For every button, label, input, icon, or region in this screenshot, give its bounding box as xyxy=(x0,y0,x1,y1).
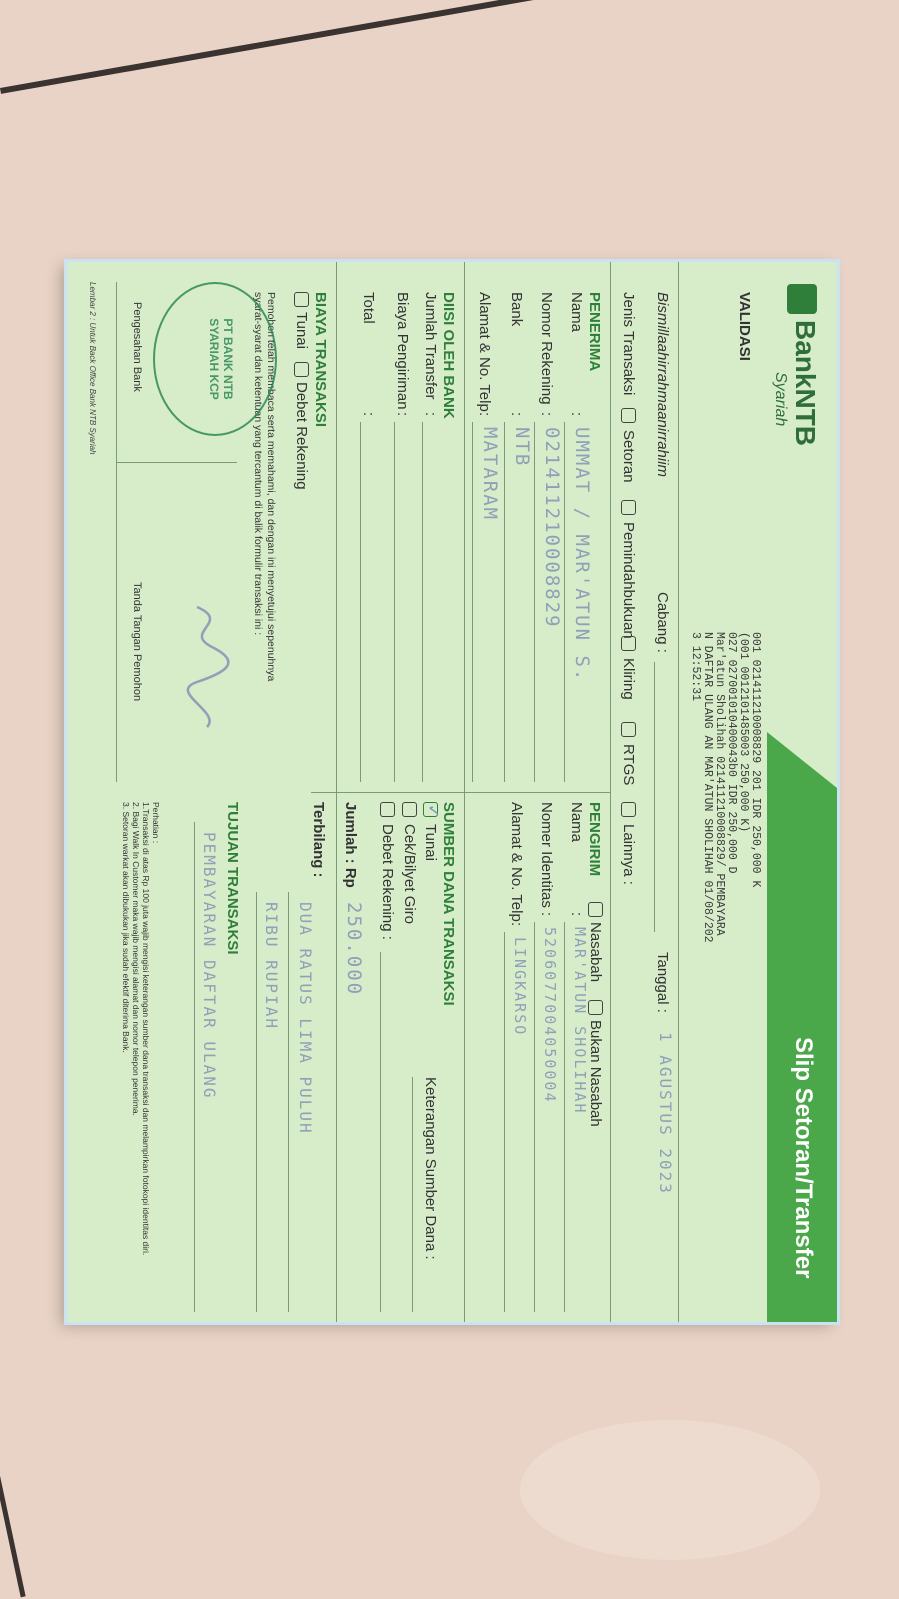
colon: : xyxy=(568,412,585,417)
pengesahan-label: Pengesahan Bank xyxy=(131,302,143,392)
pengirim-title: PENGIRIM xyxy=(586,802,603,877)
biaya-debet-checkbox[interactable] xyxy=(294,362,309,377)
penerima-nama-value[interactable]: UMMAT / MAR'ATUN S. xyxy=(571,427,593,683)
debet-rekening-label: Debet Rekening : xyxy=(379,824,396,940)
box-divider xyxy=(117,462,237,463)
colon: : xyxy=(508,922,525,927)
biaya-debet-label: Debet Rekening xyxy=(293,382,310,490)
sumber-dana-title: SUMBER DANA TRANSAKSI xyxy=(440,802,457,1006)
field-line xyxy=(360,422,361,782)
sumber-tunai-label: Tunai xyxy=(422,824,439,861)
validation-line: 3 12:52:31 xyxy=(689,632,702,702)
field-line xyxy=(394,422,395,782)
lembar-note: Lembar 2 : Untuk Back Office Bank NTB Syariah xyxy=(88,282,97,455)
bank-logo-text: BankNTB xyxy=(790,320,821,447)
lainnya-label: Lainnya : xyxy=(620,824,637,885)
penerima-alamat-value[interactable]: MATARAM xyxy=(479,427,501,522)
field-line xyxy=(472,422,473,782)
field-line xyxy=(534,922,535,1312)
cabang-line xyxy=(654,662,655,932)
validasi-label: VALIDASI xyxy=(736,292,753,361)
divider xyxy=(336,262,337,1322)
total-label: Total xyxy=(360,292,377,324)
colon: : xyxy=(422,412,439,417)
terbilang-line1[interactable]: DUA RATUS LIMA PULUH xyxy=(296,902,315,1135)
nasabah-label: Nasabah xyxy=(587,922,604,983)
penerima-nama-label: Nama xyxy=(568,292,585,333)
bank-logo-icon xyxy=(787,284,817,314)
tujuan-transaksi-value[interactable]: PEMBAYARAN DAFTAR ULANG xyxy=(200,832,219,1100)
validation-line: 001 021411210008829 201 IDR 250,000 K xyxy=(749,632,762,888)
cek-giro-label: Cek/Bilyet Giro xyxy=(401,824,418,925)
bank-stamp xyxy=(153,282,277,436)
rtgs-label: RTGS xyxy=(620,744,637,786)
penerima-title: PENERIMA xyxy=(586,292,603,372)
biaya-transaksi-title: BIAYA TRANSAKSI xyxy=(312,292,329,428)
colon: : xyxy=(360,412,377,417)
validation-line: N DAFTAR ULANG AN MAR'ATUN SHOLIHAH 01/08/202 xyxy=(701,632,714,943)
transfer-slip xyxy=(67,262,837,1322)
penerima-rekening-value[interactable]: 021411210008829 xyxy=(541,427,563,629)
ttd-label: Tanda Tangan Pemohon xyxy=(131,582,143,702)
validation-line: (001 0012101485003 250,000 K) xyxy=(737,632,750,833)
signature-mark xyxy=(177,602,237,732)
stamp-text: PT BANK NTB SYARIAH KCP xyxy=(207,318,235,400)
tanggal-value[interactable]: 1 AGUSTUS 2023 xyxy=(656,1032,675,1195)
field-line xyxy=(534,422,535,782)
penerima-alamat-label: Alamat & No. Telp xyxy=(476,292,493,412)
jumlah-label: Jumlah : Rp xyxy=(342,802,359,888)
penerima-bank-value[interactable]: NTB xyxy=(511,427,533,468)
kliring-label: Kliring xyxy=(620,658,637,700)
bukan-nasabah-label: Bukan Nasabah xyxy=(587,1020,604,1127)
colon: : xyxy=(508,412,525,417)
jumlah-value[interactable]: 250.000 xyxy=(343,902,365,997)
validation-print xyxy=(689,632,761,943)
perhatian-item: 3. Setoran warkat akan dibukukan jika sudah efektif diterima Bank. xyxy=(121,802,131,1053)
lainnya-checkbox[interactable] xyxy=(621,802,636,817)
validation-line: Mar'atun Sholihah 021411210008829/ PEMBAYARA xyxy=(713,632,726,936)
keterangan-sumber-label: Keterangan Sumber Dana : xyxy=(422,1077,439,1260)
slip-title: Slip Setoran/Transfer xyxy=(790,1037,817,1279)
divider xyxy=(464,262,465,1322)
cabang-label: Cabang : xyxy=(654,592,671,653)
diisi-oleh-bank-title: DIISI OLEH BANK xyxy=(440,292,457,419)
terbilang-label: Terbilang : xyxy=(310,802,327,878)
bukan-nasabah-checkbox[interactable] xyxy=(588,1000,603,1015)
tujuan-transaksi-title: TUJUAN TRANSAKSI xyxy=(224,802,241,955)
colon: : xyxy=(538,912,555,917)
pengirim-nama-value[interactable]: MAR'ATUN SHOLIHAH xyxy=(571,927,589,1115)
penerima-bank-label: Bank xyxy=(508,292,525,327)
bismillah-text: Bismillaahirrahmaanirrahiim xyxy=(654,292,671,478)
kliring-checkbox[interactable] xyxy=(621,636,636,651)
pernyataan-line: Pemohon telah membaca serta memahami, dan dengan ini menyetujui sepenuhnya xyxy=(265,292,277,682)
pemindahbukuan-label: Pemindahbukuan xyxy=(620,522,637,639)
field-line xyxy=(412,1077,413,1312)
bank-logo-subtitle: Syariah xyxy=(772,372,789,427)
rtgs-checkbox[interactable] xyxy=(621,722,636,737)
field-line xyxy=(564,422,565,782)
setoran-label: Setoran xyxy=(620,430,637,483)
tile-highlight xyxy=(520,1420,820,1560)
divider xyxy=(678,262,679,1322)
box-bottom xyxy=(116,282,117,782)
pengirim-identitas-label: Nomer Identitas xyxy=(538,802,555,908)
nasabah-checkbox[interactable] xyxy=(588,902,603,917)
tile-seam-left xyxy=(0,1402,26,1598)
field-line xyxy=(288,892,289,1312)
field-line xyxy=(256,892,257,1312)
jenis-transaksi-label: Jenis Transaksi xyxy=(620,292,637,396)
field-line xyxy=(194,822,195,1312)
check-mark-icon: ✓ xyxy=(424,804,441,818)
pemindahbukuan-checkbox[interactable] xyxy=(621,500,636,515)
colon: : xyxy=(538,412,555,417)
field-line xyxy=(422,422,423,782)
setoran-checkbox[interactable] xyxy=(621,408,636,423)
column-divider xyxy=(311,792,611,793)
debet-rekening-checkbox[interactable] xyxy=(380,802,395,817)
perhatian-item: 2. Bagi Walk In Customer maka wajib mengisi alamat dan nomor telepon penerima. xyxy=(131,802,141,1116)
colon: : xyxy=(476,412,493,417)
terbilang-line2[interactable]: RIBU RUPIAH xyxy=(262,902,281,1030)
colon: : xyxy=(568,912,585,917)
perhatian-notes xyxy=(121,802,161,1255)
biaya-tunai-checkbox[interactable] xyxy=(294,292,309,307)
pernyataan-line: syarat-syarat dan ketentuan yang tercantum di balik formulir transaksi ini : xyxy=(252,292,264,636)
field-line xyxy=(504,932,505,1312)
tile-seam-top xyxy=(0,0,553,94)
cek-giro-checkbox[interactable] xyxy=(402,802,417,817)
penerima-rekening-label: Nomor Rekening xyxy=(538,292,555,405)
field-line xyxy=(564,922,565,1312)
pengirim-nama-label: Nama xyxy=(568,802,585,843)
perhatian-item: 1.Transaksi di atas Rp 100 juta wajib mengisi keterangan sumber dana transaksi dan melampirkan fotokopi identitas diri. xyxy=(141,802,151,1256)
perhatian-title: Perhatian : xyxy=(151,802,161,844)
field-line xyxy=(504,422,505,782)
biaya-pengiriman-label: Biaya Pengiriman xyxy=(394,292,411,410)
pengirim-alamat-label: Alamat & No. Telp xyxy=(508,802,525,922)
colon: : xyxy=(394,412,411,417)
pengirim-identitas-value[interactable]: 5206077004050004 xyxy=(541,927,559,1104)
tanggal-label: Tanggal : xyxy=(654,952,671,1013)
validation-line: 027 027001010400043b0 IDR 250,000 D xyxy=(725,632,738,874)
pengirim-alamat-value[interactable]: LINGKARSO xyxy=(511,937,529,1037)
biaya-tunai-label: Tunai xyxy=(293,312,310,349)
field-line xyxy=(380,952,381,1312)
jumlah-transfer-label: Jumlah Transfer xyxy=(422,292,439,400)
